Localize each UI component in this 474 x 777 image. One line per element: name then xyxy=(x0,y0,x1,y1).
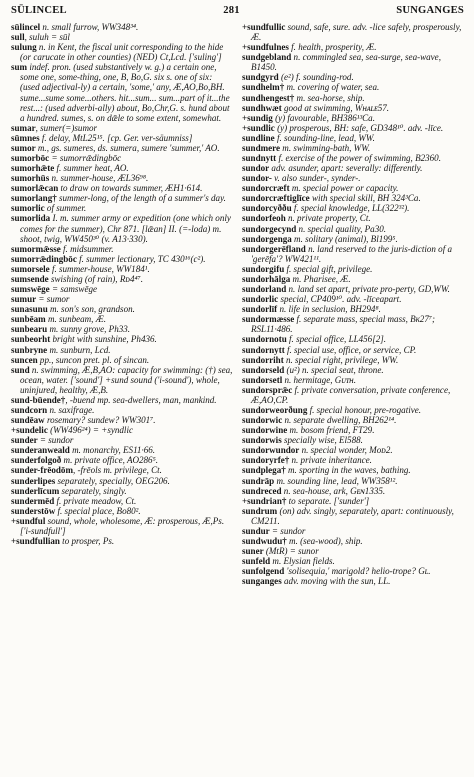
headword: sundorlic xyxy=(242,294,279,305)
headword: sumormǣsse xyxy=(11,243,61,254)
definition: special, CP409¹⁰. adv. -līceapart. xyxy=(278,294,402,305)
definition: (y) favourable, BH386¹³Ca. xyxy=(272,112,375,123)
headword: sunfeld xyxy=(242,556,271,567)
definition: f. sounding-line, lead, WW. xyxy=(274,132,375,143)
definition: f. private conversation, private conference, Æ,AO,CP. xyxy=(251,384,451,405)
definition: f. special place, Bo80². xyxy=(55,505,141,516)
dictionary-entry xyxy=(242,284,464,294)
headword: sunbryne xyxy=(11,344,48,355)
dictionary-entry xyxy=(242,455,464,465)
headword: sundornytt xyxy=(242,344,285,355)
definition: v. also sunder-, synder-. xyxy=(271,173,361,184)
headword: +sundig xyxy=(242,112,273,123)
headword: sumor xyxy=(11,142,36,153)
dictionary-entry xyxy=(242,203,464,213)
dictionary-entry xyxy=(11,183,233,193)
headword: +sundfulnes xyxy=(242,42,289,53)
dictionary-entry xyxy=(242,334,464,344)
definition: m. sunny grove, Ph33. xyxy=(47,324,131,335)
dictionary-entry xyxy=(242,476,464,486)
headword: sundorwis xyxy=(242,435,282,446)
definition: m. sounding line, lead, WW358¹². xyxy=(274,475,398,486)
headword: sunder-frēodōm xyxy=(11,465,73,476)
left-column xyxy=(11,22,233,586)
headword: sundplega† xyxy=(242,465,286,476)
definition: I. m. summer army or expedition (one which only comes for the summer), Chr 871. [lǣan] II. (=-loda) m. shoot, twig, WW450³⁰ (v. A13·330). xyxy=(20,213,231,244)
dictionary-entry xyxy=(242,294,464,304)
headword: sundorcyððu xyxy=(242,203,292,214)
dictionary-entry xyxy=(242,22,464,42)
headword: sull xyxy=(11,32,25,43)
dictionary-entry xyxy=(11,465,233,475)
headword: sunfolgend xyxy=(242,566,285,577)
dictionary-entry xyxy=(11,22,233,32)
dictionary-entry xyxy=(242,133,464,143)
dictionary-entry xyxy=(11,62,233,122)
dictionary-entry xyxy=(11,506,233,516)
dictionary-entry xyxy=(242,385,464,405)
dictionary-entry xyxy=(11,213,233,243)
dictionary-entry xyxy=(242,425,464,435)
definition: f. summer heat, AO. xyxy=(54,163,129,174)
headword: sundermēd xyxy=(11,495,55,506)
definition: indef. pron. (used substantively w. g.) a certain one, some one, some-thing, one, B, Bo,G. six s. one of six: (used adjectival-ly) a certain, 'some,' any, Æ,AO,Bo,BH. sume...sume some...others. hit...sum... sum...part of it...the rest...: (used adverbi-ally) about, Bo,Chr,G. s. hund about a hundred. sumes, s. on dǣle to some extent, somewhat. xyxy=(20,62,230,123)
headword: sundline xyxy=(242,132,275,143)
headword: sundorhālga xyxy=(242,273,291,284)
headword: sundur xyxy=(242,525,270,536)
headword: sunbeorht xyxy=(11,334,51,345)
definition: m. covering of water, sea. xyxy=(284,82,380,93)
definition: n. in Kent, the fiscal unit corresponding to the hide (or carucate in other counties) (NED) Ct,Lcd. ['suling'] xyxy=(20,42,224,63)
definition: n. swimming, Æ,B,AO: capacity for swimming: (†) sea, ocean, water. ['sound'] +sund sound ('i-sound'), whole, uninjured, healthy, Æ,B. xyxy=(20,364,233,395)
dictionary-entry xyxy=(242,506,464,526)
dictionary-entry xyxy=(11,153,233,163)
headword: sūlincel xyxy=(11,22,41,32)
definition: , -buend mp. sea-dwellers, man, mankind. xyxy=(65,394,217,405)
headword: sunganges xyxy=(242,576,282,587)
definition: n. saxifrage. xyxy=(47,404,95,415)
dictionary-entry xyxy=(11,133,233,143)
headword: sunbēam xyxy=(11,314,46,325)
dictionary-entry xyxy=(242,274,464,284)
definition: m. Elysian fields. xyxy=(270,556,335,567)
definition: sound, whole, wholesome, Æ: prosperous, Æ,Ps. ['i-sundfull'] xyxy=(20,515,225,536)
headword: sundēaw xyxy=(11,415,45,426)
headword: sundorgerēfland xyxy=(242,243,306,254)
dictionary-entry xyxy=(11,355,233,365)
definition: f. summer lectionary, TC 430¹⁶(c²). xyxy=(76,253,206,264)
definition: m. sunburn, Lcd. xyxy=(47,344,111,355)
definition: rosemary? sundew? WW301⁷. xyxy=(44,415,156,426)
headword: sumur xyxy=(11,294,37,305)
dictionary-entry xyxy=(11,143,233,153)
dictionary-entry xyxy=(11,254,233,264)
definition: (WW496²⁴) = +syndlic xyxy=(47,425,133,436)
dictionary-entry xyxy=(11,496,233,506)
dictionary-entry xyxy=(242,52,464,72)
headword: sundmere xyxy=(242,142,281,153)
headword: +sundrian† xyxy=(242,495,287,506)
dictionary-entry xyxy=(11,324,233,334)
headword: sundhengest† xyxy=(242,92,295,103)
dictionary-entry xyxy=(11,516,233,536)
page-number: 281 xyxy=(223,5,240,16)
dictionary-entry xyxy=(242,526,464,536)
dictionary-entry xyxy=(11,274,233,284)
headword: sumorrǣdingbōc xyxy=(11,253,77,264)
definition: m. sea-horse, ship. xyxy=(294,92,365,103)
definition: f. delay, MtL25¹⁵. [cp. Ger. ver-säumniss] xyxy=(39,132,193,143)
headword: sumsende xyxy=(11,273,49,284)
headword: sundorwundor xyxy=(242,445,300,456)
headword: sundorsprǣc xyxy=(242,384,293,395)
dictionary-entry xyxy=(11,455,233,465)
definition: n. land set apart, private pro-perty, GD,WW. xyxy=(286,284,450,295)
definition: , -frēols m. privilege, Ct. xyxy=(72,465,162,476)
dictionary-entry xyxy=(242,82,464,92)
definition: to prosper, Ps. xyxy=(59,535,115,546)
definition: (MtR) = sunor xyxy=(263,546,319,557)
headword: sunderstōw xyxy=(11,505,56,516)
definition: = sundor xyxy=(269,525,306,536)
dictionary-entry xyxy=(242,103,464,113)
dictionary-entry xyxy=(11,405,233,415)
headword: sumorlida xyxy=(11,213,51,224)
headword: sunderanweald xyxy=(11,445,70,456)
definition: n. special wonder, Mᴏᴅ2. xyxy=(299,445,393,456)
headword: sundrum xyxy=(242,505,278,516)
headword: sumorhūs xyxy=(11,173,50,184)
dictionary-entry xyxy=(242,304,464,314)
definition: f. special office, LL456[2]. xyxy=(286,334,387,345)
headword: sundorcræftiglīce xyxy=(242,193,310,204)
definition: n. commingled sea, sea-surge, sea-wave, B1450. xyxy=(251,52,441,73)
definition: (e²) f. sounding-rod. xyxy=(278,72,354,83)
headword: sundorgenga xyxy=(242,233,292,244)
definition: separately, specially, OEG206. xyxy=(55,475,170,486)
headword: sundorcræft xyxy=(242,183,290,194)
headword: suncen xyxy=(11,354,38,365)
header-last-entry: SUNGANGES xyxy=(396,5,464,16)
headword: sundhwæt xyxy=(242,102,282,113)
definition: (y) prosperous, BH: safe, GD348¹⁰. adv. -līce. xyxy=(274,122,444,133)
dictionary-entry xyxy=(11,435,233,445)
dictionary-entry xyxy=(11,476,233,486)
headword: +sundfullian xyxy=(11,535,60,546)
dictionary-entry xyxy=(11,123,233,133)
dictionary-entry xyxy=(11,415,233,425)
dictionary-entry xyxy=(11,395,233,405)
definition: f. health, prosperity, Æ. xyxy=(288,42,377,53)
definition: summer-long, of the length of a summer's day. xyxy=(56,193,226,204)
header-first-entry: SŪLINCEL xyxy=(11,5,67,16)
definition: n. special right, privilege, WW. xyxy=(283,354,399,365)
definition: f. private meadow, Ct. xyxy=(54,495,137,506)
definition: pp., suncon pret. pl. of sincan. xyxy=(37,354,150,365)
headword: sundorweorðung xyxy=(242,404,308,415)
headword: sunasunu xyxy=(11,304,48,315)
headword: sunderfolgoð xyxy=(11,455,62,466)
headword: sundor xyxy=(242,163,270,174)
dictionary-entry xyxy=(242,465,464,475)
dictionary-entry xyxy=(242,153,464,163)
definition: n. sea-house, ark, Gᴇɴ1335. xyxy=(281,485,386,496)
headword: sundorfeoh xyxy=(242,213,286,224)
dictionary-entry xyxy=(242,546,464,556)
dictionary-entry xyxy=(11,334,233,344)
definition: n. small furrow, WW348³⁴. xyxy=(40,22,139,32)
definition: m. sunbeam, Æ. xyxy=(45,314,107,325)
headword: sundorlīf xyxy=(242,304,278,315)
definition: specially wise, El588. xyxy=(281,435,363,446)
headword: sund xyxy=(11,364,30,375)
headword: sumorhǣte xyxy=(11,163,55,174)
definition: f. exercise of the power of swimming, B2360. xyxy=(276,153,441,164)
definition: n. special quality, Pa30. xyxy=(296,223,387,234)
definition: f. separate mass, special mass, Bᴋ27⁷; RSL11·486. xyxy=(251,314,436,335)
dictionary-entry xyxy=(11,163,233,173)
definition: m. private office, AO286⁵. xyxy=(61,455,158,466)
dictionary-entry xyxy=(11,284,233,294)
definition: m. bosom friend, FT29. xyxy=(287,425,375,436)
right-column xyxy=(242,22,464,586)
dictionary-entry xyxy=(242,345,464,355)
headword: sūmnes xyxy=(11,132,40,143)
dictionary-entry xyxy=(242,365,464,375)
headword: sundrāp xyxy=(242,475,275,486)
dictionary-entry xyxy=(242,576,464,586)
dictionary-entry xyxy=(242,415,464,425)
definition: m. monarchy, ES11·66. xyxy=(69,445,156,456)
definition: 'solisequia,' marigold? helio-trope? Gʟ. xyxy=(284,566,431,577)
headword: sunbearu xyxy=(11,324,48,335)
definition: n. separate dwelling, BH262¹⁴. xyxy=(282,415,397,426)
dictionary-entry xyxy=(11,425,233,435)
headword: sundornotu xyxy=(242,334,287,345)
headword: sundorriht xyxy=(242,354,284,365)
dictionary-entry xyxy=(242,183,464,193)
headword: sundgebland xyxy=(242,52,292,63)
dictionary-entry xyxy=(242,556,464,566)
definition: sound, safe, sure. adv. -lice safely, prosperously, Æ. xyxy=(251,22,462,43)
dictionary-entry xyxy=(242,405,464,415)
definition: (u²) n. special seat, throne. xyxy=(284,364,384,375)
dictionary-entry xyxy=(11,173,233,183)
definition: n. life in seclusion, BH294⁸. xyxy=(277,304,381,315)
definition: f. special knowledge, LL(322³²). xyxy=(291,203,410,214)
definition: good at swimming, Wʜᴀʟᴇ57. xyxy=(281,102,390,113)
definition: m. special power or capacity. xyxy=(289,183,399,194)
definition: n. summer-house, ÆL36⁹⁸. xyxy=(49,173,149,184)
definition: to separate. ['sunder'] xyxy=(286,495,370,506)
definition: m. solitary (animal), Bl199⁵. xyxy=(291,233,398,244)
headword: +sundful xyxy=(11,515,46,526)
dictionary-entry xyxy=(11,32,233,42)
dictionary-entry xyxy=(242,163,464,173)
headword: sumorlic xyxy=(11,203,45,214)
dictionary-entry xyxy=(11,304,233,314)
definition: = sundor xyxy=(37,435,74,446)
definition: adv. asunder, apart: severally: differently. xyxy=(269,163,423,174)
dictionary-entry xyxy=(11,365,233,395)
dictionary-entry xyxy=(242,264,464,274)
dictionary-entry xyxy=(11,536,233,546)
dictionary-entry xyxy=(11,42,233,62)
definition: f. summer-house, WW184¹. xyxy=(49,263,150,274)
definition: m. Pharisee, Æ. xyxy=(290,273,351,284)
definition: n. private inheritance. xyxy=(289,455,372,466)
headword: +sundelic xyxy=(11,425,48,436)
headword: sundorwic xyxy=(242,415,283,426)
dictionary-entry xyxy=(242,143,464,153)
dictionary-entry xyxy=(242,234,464,244)
definition: (on) adv. singly, separately, apart: continuously, CM211. xyxy=(251,505,454,526)
definition: swishing (of rain), Rᴅ4⁴⁷. xyxy=(48,273,144,284)
dictionary-entry xyxy=(242,42,464,52)
headword: sundoryrfe† xyxy=(242,455,290,466)
definition: f. special gift, privilege. xyxy=(284,263,373,274)
definition: n. land reserved to the juris-diction of a 'gerēfa'? WW421¹¹. xyxy=(251,243,452,264)
dictionary-entry xyxy=(242,193,464,203)
headword: sundhelm† xyxy=(242,82,285,93)
headword: suner xyxy=(242,546,264,557)
headword: sumorsele xyxy=(11,263,50,274)
headword: sumar xyxy=(11,122,36,133)
dictionary-entry xyxy=(11,244,233,254)
definition: , sumer(=)sumor xyxy=(35,122,98,133)
headword: sundorgecynd xyxy=(242,223,297,234)
definition: m. sporting in the waves, bathing. xyxy=(285,465,411,476)
headword: sum xyxy=(11,62,28,73)
headword: sumorbōc xyxy=(11,153,50,164)
dictionary-entry xyxy=(242,123,464,133)
definition: m., gs. sumeres, ds. sumera, sumere 'summer,' AO. xyxy=(35,142,220,153)
definition: n. hermitage, Gᴜᴛʜ. xyxy=(282,374,357,385)
columns xyxy=(11,22,464,586)
dictionary-entry xyxy=(11,445,233,455)
headword: sundor- xyxy=(242,173,272,184)
definition: , suluh = sūl xyxy=(24,32,70,43)
definition: f. special honour, pre-rogative. xyxy=(307,404,422,415)
headword: sund-būende† xyxy=(11,394,66,405)
definition: separately, singly. xyxy=(59,485,127,496)
dictionary-entry xyxy=(242,213,464,223)
headword: sundcorn xyxy=(11,404,48,415)
headword: sundreced xyxy=(242,485,282,496)
headword: sundnytt xyxy=(242,153,277,164)
headword: sundgyrd xyxy=(242,72,279,83)
dictionary-entry xyxy=(11,486,233,496)
headword: sunder xyxy=(11,435,38,446)
headword: sunderlipes xyxy=(11,475,56,486)
definition: to draw on towards summer, ÆH1·614. xyxy=(58,183,203,194)
dictionary-entry xyxy=(11,294,233,304)
headword: sulung xyxy=(11,42,37,53)
dictionary-entry xyxy=(11,193,233,203)
headword: sumorlǣcan xyxy=(11,183,59,194)
dictionary-entry xyxy=(242,244,464,264)
headword: sundormæsse xyxy=(242,314,295,325)
dictionary-entry xyxy=(242,93,464,103)
headword: +sundfullic xyxy=(242,22,286,32)
definition: f. special use, office, or service, CP. xyxy=(284,344,417,355)
dictionary-entry xyxy=(11,203,233,213)
headword: +sundlic xyxy=(242,122,275,133)
headword: sundorgifu xyxy=(242,263,285,274)
definition: m. son's son, grandson. xyxy=(47,304,135,315)
dictionary-entry xyxy=(242,566,464,576)
definition: of summer. xyxy=(44,203,87,214)
definition: with special skill, BH 324³Ca. xyxy=(309,193,421,204)
headword: sundorseld xyxy=(242,364,285,375)
headword: sundorsetl xyxy=(242,374,283,385)
dictionary-entry xyxy=(242,113,464,123)
dictionary-entry xyxy=(242,375,464,385)
headword: sundorland xyxy=(242,284,287,295)
dictionary-entry xyxy=(242,173,464,183)
dictionary-entry xyxy=(242,314,464,334)
headword: sundwudu† xyxy=(242,535,287,546)
headword: sunderlīcum xyxy=(11,485,60,496)
dictionary-entry xyxy=(11,345,233,355)
dictionary-entry xyxy=(242,355,464,365)
dictionary-entry xyxy=(242,486,464,496)
definition: m. (sea-wood), ship. xyxy=(286,535,363,546)
definition: = sumor xyxy=(36,294,70,305)
page-header xyxy=(11,5,464,19)
headword: sumorlang† xyxy=(11,193,57,204)
definition: bright with sunshine, Ph436. xyxy=(50,334,157,345)
headword: sundorwine xyxy=(242,425,288,436)
dictionary-entry xyxy=(242,224,464,234)
dictionary-entry xyxy=(11,314,233,324)
definition: = samswēge xyxy=(49,284,98,295)
dictionary-entry xyxy=(242,435,464,445)
definition: adv. moving with the sun, LL. xyxy=(281,576,391,587)
dictionary-entry xyxy=(242,445,464,455)
dictionary-entry xyxy=(242,536,464,546)
definition: f. midsummer. xyxy=(60,243,114,254)
dictionary-entry xyxy=(242,496,464,506)
headword: sumswēge xyxy=(11,284,50,295)
definition: n. private property, Ct. xyxy=(285,213,371,224)
definition: = sumorrǣdingbōc xyxy=(49,153,122,164)
dictionary-entry xyxy=(242,72,464,82)
dictionary-entry xyxy=(11,264,233,274)
definition: m. swimming-bath, WW. xyxy=(280,142,371,153)
